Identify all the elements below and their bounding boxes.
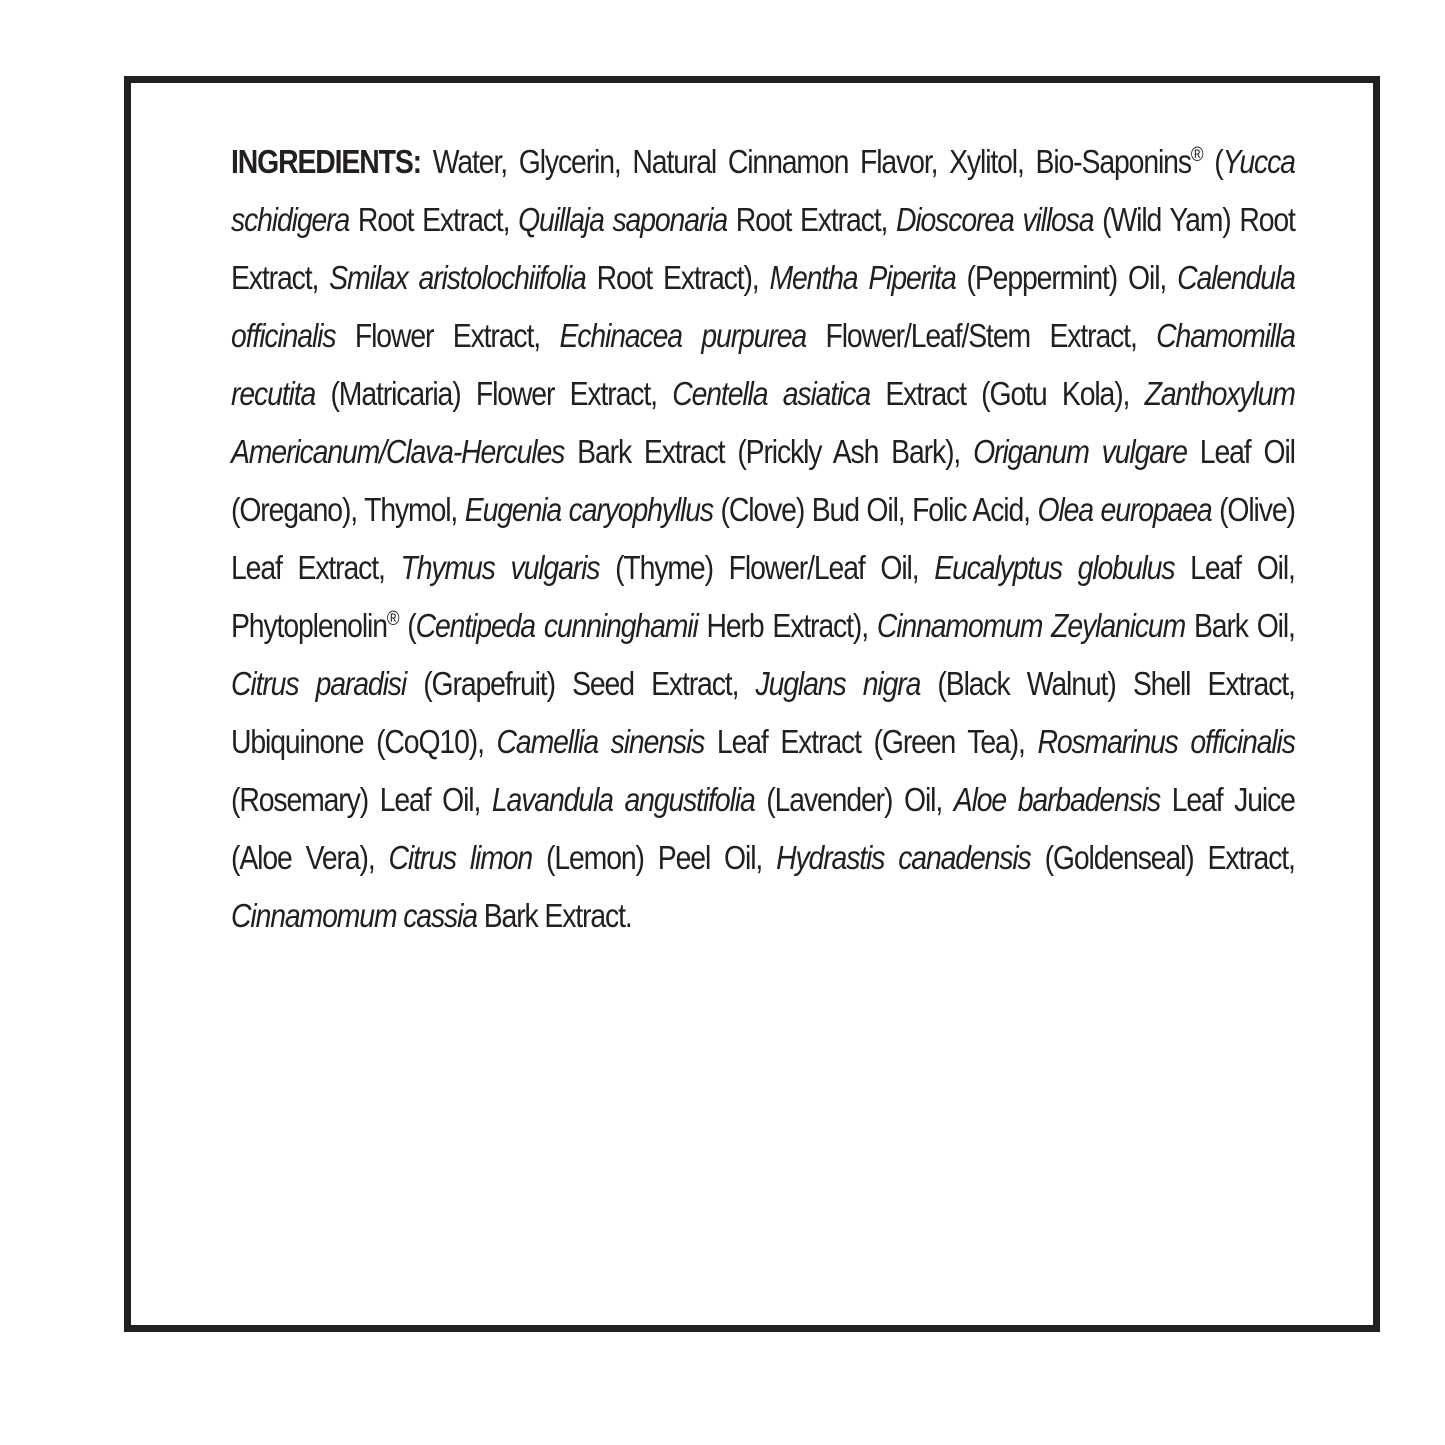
botanical-name: Citrus paradisi — [231, 665, 407, 702]
botanical-name: Juglans nigra — [755, 665, 921, 702]
botanical-name: Thymus vulgaris — [400, 549, 600, 586]
ingredient-text: (Matricaria) Flower Extract, — [315, 375, 673, 412]
ingredients-paragraph — [231, 133, 1295, 945]
botanical-name: Citrus limon — [388, 839, 533, 876]
botanical-name: Eugenia caryophyllus — [464, 491, 713, 528]
ingredient-text: Leaf Oil, Phytoplenolin — [231, 549, 1295, 644]
ingredients-list — [231, 143, 1295, 934]
botanical-name: Echinacea purpurea — [559, 317, 807, 354]
botanical-name: Cinnamomum cassia — [231, 897, 477, 934]
botanical-name: Rosmarinus officinalis — [1037, 723, 1295, 760]
ingredient-text: (Wild Yam) Root Extract, — [231, 201, 1295, 296]
botanical-name: Origanum vulgare — [973, 433, 1187, 470]
registered-mark: ® — [386, 608, 399, 630]
botanical-name: Centipeda cunninghamii — [415, 607, 698, 644]
botanical-name: Chamomilla recutita — [231, 317, 1295, 412]
ingredient-text: Water, Glycerin, Natural Cinnamon Flavor, Xylitol, Bio-Saponins — [420, 143, 1191, 180]
botanical-name: Aloe barbadensis — [953, 781, 1161, 818]
ingredient-text: Root Extract, — [349, 201, 519, 238]
ingredient-text: (Rosemary) Leaf Oil, — [231, 781, 492, 818]
ingredient-text: Bark Oil, — [1185, 607, 1295, 644]
botanical-name: Olea europaea — [1037, 491, 1212, 528]
ingredient-text: Flower Extract, — [335, 317, 560, 354]
ingredient-text: Root Extract), — [585, 259, 770, 296]
botanical-name: Centella asiatica — [672, 375, 871, 412]
registered-mark: ® — [1190, 144, 1203, 166]
botanical-name: Zanthoxylum Americanum/Clava-Hercules — [231, 375, 1295, 470]
botanical-name: Camellia sinensis — [496, 723, 705, 760]
ingredient-text: Bark Extract. — [476, 897, 632, 934]
ingredient-text: Extract (Gotu Kola), — [870, 375, 1145, 412]
botanical-name: Cinnamomum Zeylanicum — [876, 607, 1186, 644]
ingredient-text: Leaf Oil (Oregano), Thymol, — [231, 433, 1295, 528]
ingredient-text: Leaf Juice (Aloe Vera), — [231, 781, 1295, 876]
ingredient-text: (Thyme) Flower/Leaf Oil, — [599, 549, 935, 586]
botanical-name: Dioscorea villosa — [895, 201, 1094, 238]
ingredient-text: Herb Extract), — [697, 607, 877, 644]
ingredients-label-box — [124, 76, 1380, 1332]
botanical-name: Mentha Piperita — [769, 259, 956, 296]
ingredient-text: Leaf Extract (Green Tea), — [704, 723, 1038, 760]
ingredient-text: ( — [1202, 143, 1223, 180]
botanical-name: Yucca schidigera — [231, 143, 1295, 238]
ingredients-heading: INGREDIENTS: — [231, 143, 421, 180]
ingredient-text: (Grapefruit) Seed Extract, — [406, 665, 756, 702]
ingredient-text: Bark Extract (Prickly Ash Bark), — [564, 433, 974, 470]
ingredient-text: ( — [398, 607, 416, 644]
botanical-name: Quillaja saponaria — [518, 201, 728, 238]
ingredient-text: (Lavender) Oil, — [754, 781, 954, 818]
botanical-name: Eucalyptus globulus — [934, 549, 1175, 586]
ingredient-text: (Clove) Bud Oil, Folic Acid, — [712, 491, 1038, 528]
ingredient-text: (Lemon) Peel Oil, — [532, 839, 777, 876]
botanical-name: Smilax aristolochiifolia — [329, 259, 586, 296]
ingredient-text: (Goldenseal) Extract, — [1030, 839, 1295, 876]
botanical-name: Hydrastis canadensis — [776, 839, 1031, 876]
ingredient-text: (Olive) Leaf Extract, — [231, 491, 1295, 586]
ingredient-text: (Black Walnut) Shell Extract, Ubiquinone (CoQ10), — [231, 665, 1295, 760]
botanical-name: Lavandula angustifolia — [491, 781, 755, 818]
ingredient-text: (Peppermint) Oil, — [955, 259, 1178, 296]
ingredient-text: Flower/Leaf/Stem Extract, — [806, 317, 1157, 354]
botanical-name: Calendula officinalis — [231, 259, 1295, 354]
ingredient-text: Root Extract, — [727, 201, 896, 238]
